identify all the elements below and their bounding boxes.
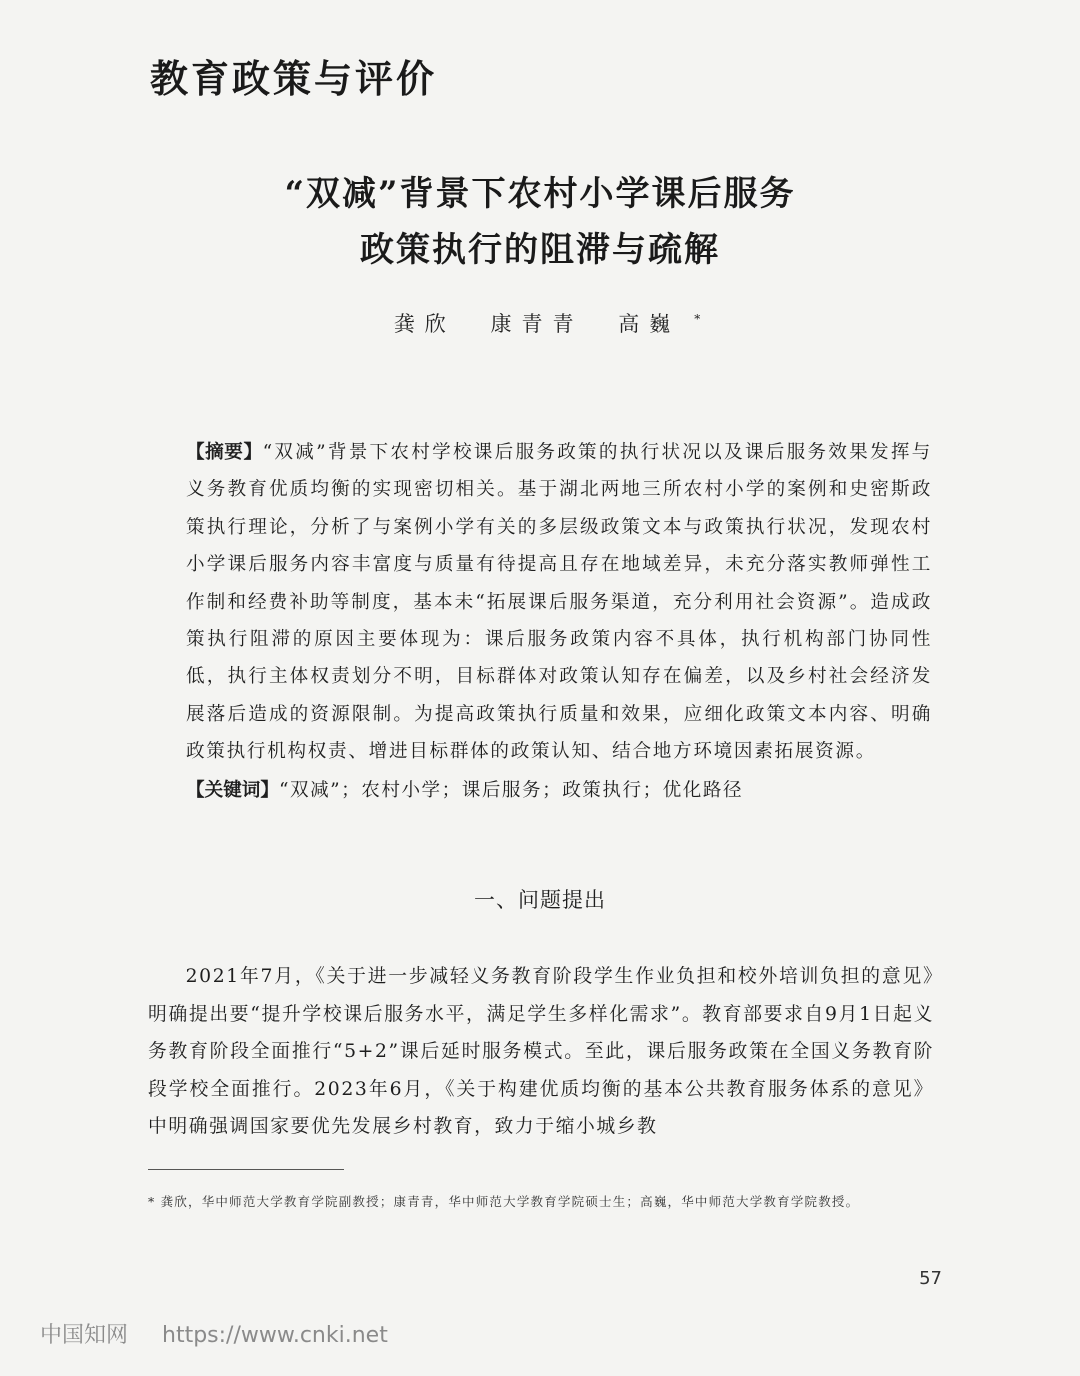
footnote-mark: * [694, 312, 701, 326]
page-number: 57 [919, 1268, 942, 1289]
author-name: 康青青 [490, 312, 584, 336]
body-paragraph: 2021年7月，《关于进一步减轻义务教育阶段学生作业负担和校外培训负担的意见》明确提出要“提升学校课后服务水平，满足学生多样化需求”。教育部要求自9月1日起义务教育阶段全面推行“5+2”课后延时服务模式。至此，课后服务政策在全国义务教育阶段学校全面推行。2023年6月，《关于构建优质均衡的基本公共教育服务体系的意见》中明确强调国家要优先发展乡村教育，致力于缩小城乡教 [148, 966, 934, 1138]
keywords [186, 772, 932, 809]
author-list [0, 308, 1080, 338]
section-header: 教育政策与评价 [150, 57, 438, 101]
article-title-line-2: 政策执行的阻滞与疏解 [360, 230, 720, 270]
author-name: 高巍 [618, 312, 681, 336]
footnote-divider [148, 1169, 344, 1170]
abstract-label: 【摘要】 [186, 442, 263, 463]
footnote: * 龚欣，华中师范大学教育学院副教授；康青青，华中师范大学教育学院硕士生；高巍，华中师范大学教育学院教授。 [148, 1194, 860, 1209]
author-name: 龚欣 [393, 312, 456, 336]
watermark [40, 1318, 388, 1349]
section-heading: 一、问题提出 [474, 888, 606, 912]
abstract [186, 434, 932, 771]
keywords-text: “双减”；农村小学；课后服务；政策执行；优化路径 [278, 780, 744, 801]
watermark-url: https://www.cnki.net [162, 1323, 388, 1348]
abstract-text: “双减”背景下农村学校课后服务政策的执行状况以及课后服务效果发挥与义务教育优质均衡的实现密切相关。基于湖北两地三所农村小学的案例和史密斯政策执行理论，分析了与案例小学有关的多层级政策文本与政策执行状况，发现农村小学课后服务内容丰富度与质量有待提高且存在地域差异，未充分落实教师弹性工作制和经费补助等制度，基本未“拓展课后服务渠道，充分利用社会资源”。造成政策执行阻滞的原因主要体现为：课后服务政策内容不具体，执行机构部门协同性低，执行主体权责划分不明，目标群体对政策认知存在偏差，以及乡村社会经济发展落后造成的资源限制。为提高政策执行质量和效果，应细化政策文本内容、明确政策执行机构权责、增进目标群体的政策认知、结合地方环境因素拓展资源。 [186, 442, 932, 763]
body-text [148, 958, 934, 1146]
keywords-label: 【关键词】 [186, 780, 279, 801]
watermark-brand: 中国知网 [40, 1323, 129, 1348]
article-title-line-1: “双减”背景下农村小学课后服务 [284, 174, 796, 214]
